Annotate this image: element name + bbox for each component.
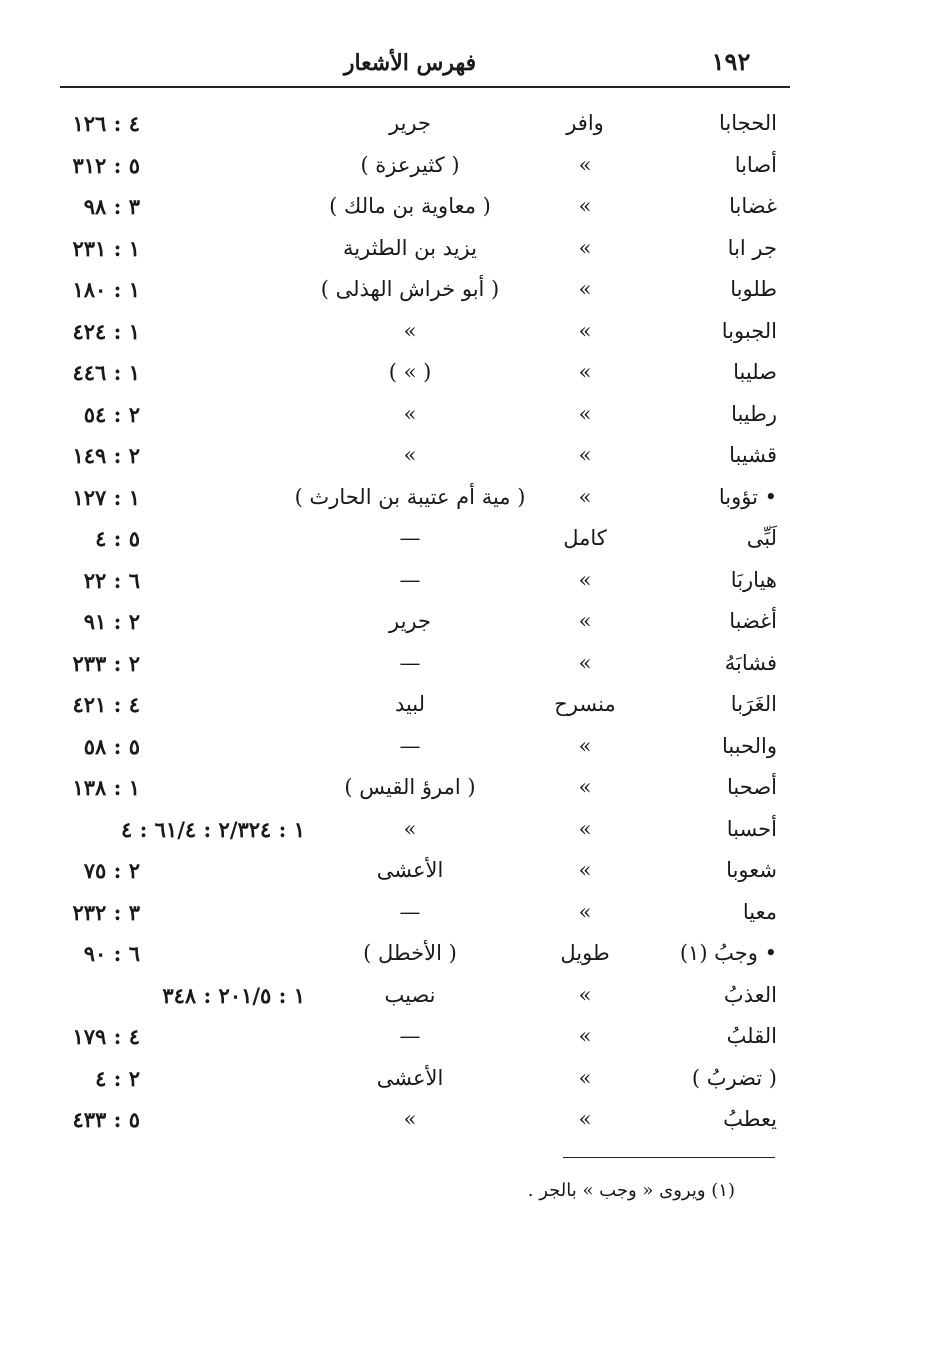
rhyme-word: الحجابا <box>719 111 777 135</box>
rhyme-word: غضابا <box>729 194 777 218</box>
meter-label: » <box>578 152 592 177</box>
poet-name: جرير <box>389 609 431 633</box>
poet-name: ( الأخطل ) <box>363 941 457 965</box>
volume-page-ref: ١ : ٢/٣٢٤ : ٦١/٤ : ٤ <box>121 816 305 842</box>
footnote: (١) ويروى « وجب » بالجر . <box>527 1180 735 1201</box>
rhyme-word: قشيبا <box>729 443 777 467</box>
volume-page-ref: ٣ : ٩٨ <box>83 194 140 219</box>
index-row <box>0 313 929 355</box>
rhyme-word: أصحبا <box>727 775 777 799</box>
volume-page-ref: ٢ : ٢٣٣ <box>72 650 140 676</box>
volume-page-ref: ٢ : ٧٥ <box>83 858 140 883</box>
running-title: فهرس الأشعار <box>343 50 477 76</box>
rhyme-word: جر ابا <box>727 235 777 260</box>
volume-page-ref: ٥ : ٤ <box>95 526 140 551</box>
volume-page-ref: ١ : ٢٣١ <box>72 235 140 261</box>
rhyme-word: أصابا <box>734 152 777 177</box>
index-row <box>0 562 929 604</box>
volume-page-ref: ١ : ١٢٧ <box>72 484 140 510</box>
rhyme-word: لَبِّى <box>746 526 777 550</box>
index-row <box>0 603 929 645</box>
index-row <box>0 1018 929 1060</box>
poet-name: لبيد <box>394 692 426 716</box>
poet-name: ( معاوية بن مالك ) <box>329 194 491 218</box>
meter-label: » <box>578 650 592 675</box>
poet-name: » <box>403 401 417 426</box>
index-row <box>0 811 929 853</box>
rhyme-word: صليبا <box>733 360 777 384</box>
rhyme-word: رطيبا <box>731 401 777 426</box>
header-rule <box>60 86 790 88</box>
poet-name: الأعشى <box>376 858 444 882</box>
volume-page-ref: ٤ : ٤٢١ <box>72 692 140 717</box>
index-row <box>0 520 929 562</box>
volume-page-ref: ٦ : ٩٠ <box>83 941 140 966</box>
poet-name: ( أبو خراش الهذلى ) <box>320 277 500 301</box>
poet-name: جرير <box>389 111 431 135</box>
poet-name: » <box>403 443 417 467</box>
poet-name: ( مية أم عتيبة بن الحارث ) <box>294 484 526 509</box>
volume-page-ref: ٢ : ١٤٩ <box>72 443 140 468</box>
rhyme-word: فشابَهُ <box>724 650 777 675</box>
index-row <box>0 1101 929 1143</box>
meter-label: طويل <box>560 941 610 965</box>
index-row <box>0 271 929 313</box>
index-row <box>0 188 929 230</box>
poet-name: — <box>399 526 421 550</box>
meter-label: كامل <box>563 526 607 550</box>
index-row <box>0 1060 929 1102</box>
meter-label: » <box>578 733 592 758</box>
volume-page-ref: ٤ : ١٧٩ <box>72 1024 140 1049</box>
meter-label: » <box>578 982 592 1007</box>
index-row <box>0 769 929 811</box>
rhyme-word: الغَرَبا <box>730 692 777 716</box>
poet-name: ( كثيرعزة ) <box>360 152 460 177</box>
volume-page-ref: ١ : ٤٤٦ <box>72 360 140 385</box>
poetry-index-list <box>0 105 929 1143</box>
volume-page-ref: ١ : ٢٠١/٥ : ٣٤٨ <box>162 982 305 1008</box>
meter-label: » <box>578 194 592 218</box>
meter-label: » <box>578 899 592 924</box>
meter-label: » <box>578 401 592 426</box>
meter-label: » <box>578 609 592 633</box>
rhyme-word: ( تضربُ ) <box>691 1065 777 1090</box>
rhyme-word: طلوبا <box>730 277 777 301</box>
volume-page-ref: ٥ : ٥٨ <box>83 733 140 759</box>
volume-page-ref: ٢ : ٤ <box>95 1065 140 1091</box>
rhyme-word: معيا <box>742 899 777 924</box>
poet-name: نصيب <box>384 982 436 1007</box>
poet-name: ( » ) <box>388 360 432 384</box>
page-number: ١٩٢ <box>711 47 751 76</box>
meter-label: » <box>578 235 592 260</box>
meter-label: » <box>578 1065 592 1090</box>
index-row <box>0 147 929 189</box>
meter-label: منسرح <box>554 692 616 716</box>
index-row <box>0 728 929 770</box>
volume-page-ref: ٢ : ٩١ <box>83 609 140 634</box>
rhyme-word: هياربَا <box>730 567 777 592</box>
index-row <box>0 396 929 438</box>
rhyme-word: الجبوبا <box>721 318 777 343</box>
index-row <box>0 645 929 687</box>
rhyme-word: أحسبا <box>726 816 777 841</box>
rhyme-word: • تؤوبا <box>718 484 777 509</box>
poet-name: يزيد بن الطثرية <box>343 235 477 260</box>
poet-name: — <box>399 567 421 592</box>
rhyme-word: • وجبُ (١) <box>679 941 777 965</box>
poet-name: — <box>399 733 421 758</box>
rhyme-word: العذبُ <box>723 982 777 1007</box>
meter-label: » <box>578 484 592 509</box>
meter-label: » <box>578 1107 592 1131</box>
poet-name: — <box>399 1024 421 1048</box>
volume-page-ref: ٢ : ٥٤ <box>83 401 140 427</box>
meter-label: » <box>578 1024 592 1048</box>
meter-label: » <box>578 443 592 467</box>
meter-label: » <box>578 567 592 592</box>
poet-name: » <box>403 816 417 841</box>
volume-page-ref: ٣ : ٢٣٢ <box>72 899 140 925</box>
footnote-rule <box>563 1157 775 1158</box>
meter-label: وافر <box>566 111 604 135</box>
meter-label: » <box>578 360 592 384</box>
poet-name: ( امرؤ القيس ) <box>344 775 476 799</box>
volume-page-ref: ٦ : ٢٢ <box>83 567 140 593</box>
index-row <box>0 479 929 521</box>
volume-page-ref: ٥ : ٤٣٣ <box>72 1107 140 1132</box>
volume-page-ref: ١ : ١٨٠ <box>72 277 140 302</box>
meter-label: » <box>578 775 592 799</box>
poet-name: » <box>403 1107 417 1131</box>
index-row <box>0 354 929 396</box>
index-row <box>0 977 929 1019</box>
meter-label: » <box>578 318 592 343</box>
index-row <box>0 686 929 728</box>
volume-page-ref: ٤ : ١٢٦ <box>72 111 140 136</box>
index-row <box>0 935 929 977</box>
index-row <box>0 230 929 272</box>
poet-name: — <box>399 650 421 675</box>
volume-page-ref: ٥ : ٣١٢ <box>72 152 140 178</box>
rhyme-word: شعوبا <box>726 858 777 882</box>
volume-page-ref: ١ : ١٣٨ <box>72 775 140 800</box>
index-row <box>0 852 929 894</box>
poet-name: الأعشى <box>376 1065 444 1090</box>
volume-page-ref: ١ : ٤٢٤ <box>72 318 140 344</box>
index-row <box>0 894 929 936</box>
meter-label: » <box>578 858 592 882</box>
index-row <box>0 105 929 147</box>
poet-name: » <box>403 318 417 343</box>
poet-name: — <box>399 899 421 924</box>
rhyme-word: أغضبا <box>729 609 777 633</box>
meter-label: » <box>578 277 592 301</box>
rhyme-word: والحببا <box>721 733 777 758</box>
index-row <box>0 437 929 479</box>
meter-label: » <box>578 816 592 841</box>
rhyme-word: يعطبُ <box>723 1107 777 1131</box>
rhyme-word: القلبُ <box>726 1024 777 1048</box>
